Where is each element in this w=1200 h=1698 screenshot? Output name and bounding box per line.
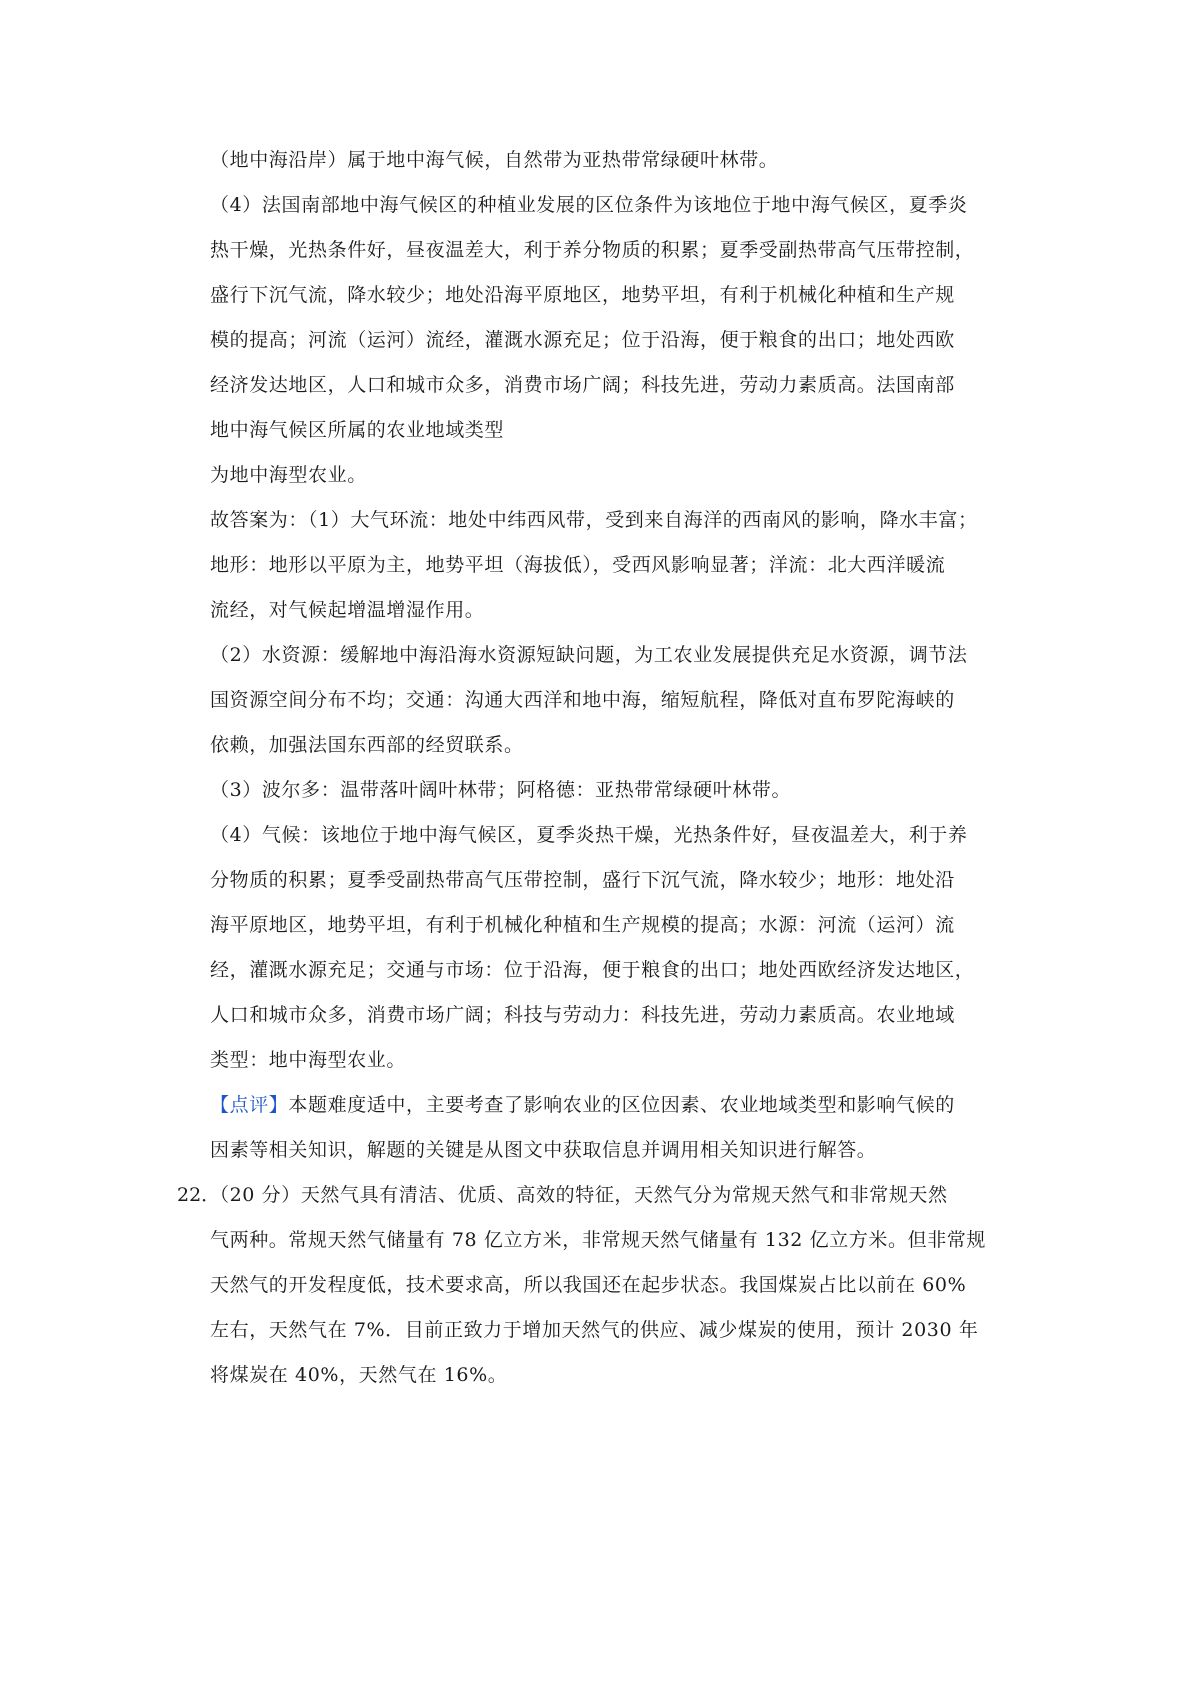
text-line: 地中海气候区所属的农业地域类型	[210, 419, 505, 441]
answer-line: 故答案为：（1）大气环流：地处中纬西风带，受到来自海洋的西南风的影响，降水丰富；	[210, 509, 978, 531]
question-line: 左右，天然气在 7%．目前正致力于增加天然气的供应、减少煤炭的使用，预计 2030 年	[210, 1319, 979, 1341]
question-line: 将煤炭在 40%，天然气在 16%。	[210, 1364, 508, 1386]
text-line: （地中海沿岸）属于地中海气候，自然带为亚热带常绿硬叶林带。	[210, 149, 779, 171]
text-line: 热干燥，光热条件好，昼夜温差大，利于养分物质的积累；夏季受副热带高气压带控制，	[210, 239, 975, 261]
answer-line: （4）气候：该地位于地中海气候区，夏季炎热干燥，光热条件好，昼夜温差大，利于养	[210, 824, 968, 846]
answer-line: 经，灌溉水源充足；交通与市场：位于沿海，便于粮食的出口；地处西欧经济发达地区，	[210, 959, 975, 981]
answer-line: 依赖，加强法国东西部的经贸联系。	[210, 734, 524, 756]
answer-line: （2）水资源：缓解地中海沿海水资源短缺问题，为工农业发展提供充足水资源，调节法	[210, 644, 968, 666]
text-line: （4）法国南部地中海气候区的种植业发展的区位条件为该地位于地中海气候区，夏季炎	[210, 194, 968, 216]
comment-tag: 【点评】	[210, 1094, 289, 1116]
comment-line: 因素等相关知识，解题的关键是从图文中获取信息并调用相关知识进行解答。	[210, 1139, 877, 1161]
answer-line: 国资源空间分布不均；交通：沟通大西洋和地中海，缩短航程，降低对直布罗陀海峡的	[210, 689, 955, 711]
answer-line: 海平原地区，地势平坦，有利于机械化种植和生产规模的提高；水源：河流（运河）流	[210, 914, 955, 936]
comment-line	[210, 1093, 955, 1117]
text-line: 盛行下沉气流，降水较少；地处沿海平原地区，地势平坦，有利于机械化种植和生产规	[210, 284, 955, 306]
question-line: （20 分）天然气具有清洁、优质、高效的特征，天然气分为常规天然气和非常规天然	[210, 1184, 948, 1206]
text-line: 模的提高；河流（运河）流经，灌溉水源充足；位于沿海，便于粮食的出口；地处西欧	[210, 329, 955, 351]
answer-line: 分物质的积累；夏季受副热带高气压带控制，盛行下沉气流，降水较少；地形：地处沿	[210, 869, 955, 891]
question-line: 气两种。常规天然气储量有 78 亿立方米，非常规天然气储量有 132 亿立方米。但非常规	[210, 1229, 987, 1251]
text-line: 经济发达地区，人口和城市众多，消费市场广阔；科技先进，劳动力素质高。法国南部	[210, 374, 955, 396]
answer-line: 人口和城市众多，消费市场广阔；科技与劳动力：科技先进，劳动力素质高。农业地域	[210, 1004, 955, 1026]
answer-line: 地形：地形以平原为主，地势平坦（海拔低），受西风影响显著；洋流：北大西洋暖流	[210, 554, 946, 576]
question-line: 天然气的开发程度低，技术要求高，所以我国还在起步状态。我国煤炭占比以前在 60%	[210, 1274, 967, 1296]
answer-line: （3）波尔多：温带落叶阔叶林带；阿格德：亚热带常绿硬叶林带。	[210, 779, 792, 801]
comment-text: 本题难度适中，主要考查了影响农业的区位因素、农业地域类型和影响气候的	[288, 1094, 955, 1116]
text-line: 为地中海型农业。	[210, 464, 367, 486]
question-number: 22．	[177, 1184, 221, 1206]
answer-line: 类型：地中海型农业。	[210, 1049, 407, 1071]
answer-line: 流经，对气候起增温增湿作用。	[210, 599, 485, 621]
